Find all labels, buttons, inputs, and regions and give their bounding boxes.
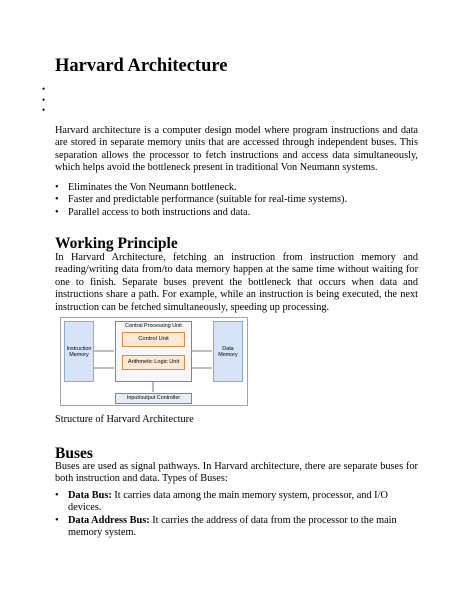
harvard-architecture-diagram: [60, 317, 248, 406]
list-item: • Parallel access to both instructions and data.: [55, 206, 251, 218]
alu-box: Arithmetic Logic Unit: [122, 355, 185, 370]
cpu-box: [115, 321, 192, 382]
buses-heading: Buses: [55, 445, 93, 462]
empty-bullet: •: [42, 105, 46, 115]
bus-term: Data Bus:: [68, 490, 112, 501]
buses-list: [55, 490, 418, 540]
buses-paragraph: Buses are used as signal pathways. In Harvard architecture, there are separate buses for both instruction and data. Types of Buses:: [55, 461, 418, 485]
list-item: • Data Address Bus: It carries the address of data from the processor to the main memory system.: [55, 514, 397, 539]
intro-paragraph: Harvard architecture is a computer design model where program instructions and data are stored in separate memory units that are accessed through independent buses. This separation allows the processor to fetch instructions and access data simultaneously, which helps avoid the bottleneck present in traditional Von Neumann systems.: [55, 125, 418, 174]
instruction-memory-box: [64, 321, 94, 382]
intro-bullet-list: [55, 182, 418, 219]
bus-description: It carries the address of data from the processor to the main memory system.: [68, 514, 397, 539]
list-item: • Faster and predictable performance (suitable for real-time systems).: [55, 194, 348, 206]
list-item: • Eliminates the Von Neumann bottleneck.: [55, 182, 237, 193]
empty-bullet: •: [42, 94, 46, 105]
instruction-memory-label: Instruction Memory: [66, 346, 92, 358]
working-principle-paragraph: In Harvard Architecture, fetching an instruction from instruction memory and reading/writing data from/to data memory happen at the same time without waiting for one to finish. Separate buses prevent the bottleneck that occurs when data and instructions share a path. For example, while an instruction is being executed, the next instruction can be fetched simultaneously, speeding up processing.: [55, 252, 418, 313]
working-principle-heading: Working Principle: [55, 235, 178, 252]
empty-bullet-list: [42, 84, 45, 116]
bus-description: It carries data among the main memory system, processor, and I/O devices.: [68, 490, 388, 514]
cpu-label: Central Processing Unit: [125, 323, 182, 329]
data-memory-box: [213, 321, 243, 382]
data-memory-label: Data Memory: [218, 346, 238, 358]
io-controller-box: Input/output Controller: [115, 393, 192, 404]
page-title: Harvard Architecture: [55, 56, 228, 76]
figure-caption: Structure of Harvard Architecture: [55, 414, 194, 425]
list-item: • Data Bus: It carries data among the main memory system, processor, and I/O devices.: [55, 490, 388, 514]
empty-bullet: •: [42, 84, 46, 94]
bus-term: Data Address Bus:: [68, 514, 150, 526]
control-unit-box: Control Unit: [122, 332, 185, 347]
